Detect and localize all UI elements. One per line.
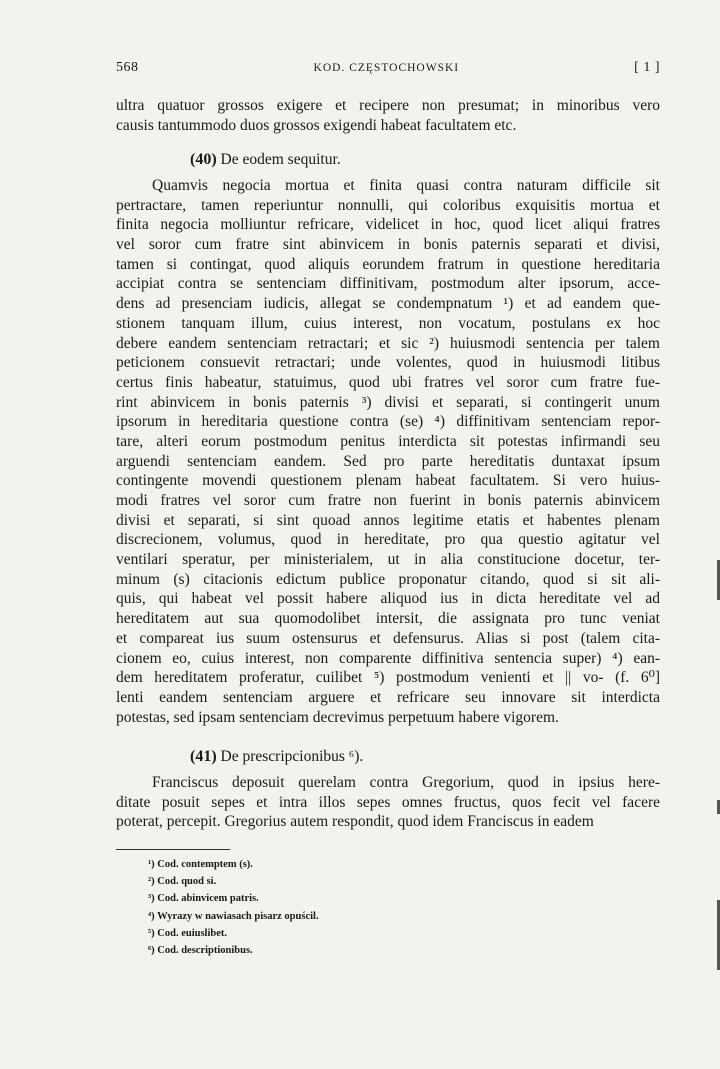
text-line: hereditatem aut sua quomodolibet intersit, die assignata pro tunc veniat — [116, 610, 660, 628]
text-line: quis, qui habeat vel possit habere aliquod ius in dicta hereditate vel ad — [116, 590, 660, 608]
page-header — [116, 56, 660, 80]
text-line: ventilari speratur, per ministerialem, ut in alia constitucione docetur, ter- — [116, 551, 660, 569]
section-40-body — [116, 176, 660, 727]
text-line: debere eandem sentenciam retractari; et sic ²) huiusmodi sentencia per talem — [116, 334, 660, 352]
text-line: potestas, sed ipsam sentenciam decrevimus perpetuum habere vigorem. — [116, 708, 559, 726]
section-title: De eodem sequitur. — [220, 151, 341, 168]
text-line: tamen si contingat, quod aliquis eorundem fratrum in questione hereditaria — [116, 255, 660, 273]
text-line: et compareat ius suum ostensurus et defensurus. Alias si post (talem cita- — [116, 629, 660, 647]
text-line: dens ad presenciam iudicis, allegat se condempnatum ¹) et ad eandem que- — [116, 295, 660, 313]
text-line: modi fratres vel soror cum fratre non fuerint in bonis paternis abinvicem — [116, 492, 660, 509]
section-41-body — [116, 773, 660, 832]
text-line: arguendi sentenciam eandem. Sed pro parte hereditatis duntaxat ipsum — [116, 452, 660, 470]
section-40-heading — [190, 151, 341, 169]
text-line: certus finis habeatur, statuimus, quod ubi fratres vel soror cum fratre fue- — [116, 373, 660, 391]
text-line: discrecionem, volumus, quod in hereditate, pro qua questio agitatur vel — [116, 531, 660, 549]
text-line: minum (s) citacionis edictum publice proponatur citando, quod si sit ali- — [116, 570, 660, 588]
text-line: ditate posuit sepes et intra illos sepes omnes fructus, quos fecit vel facere — [116, 793, 660, 811]
text-line: rint abinvicem in bonis paternis ³) divisi et separati, si contingerit unum — [116, 393, 660, 411]
text-line: poterat, percepit. Gregorius autem respondit, quod idem Franciscus in eadem — [116, 813, 594, 831]
page-number: 568 — [116, 60, 139, 75]
running-title: KOD. CZĘSTOCHOWSKI — [313, 62, 460, 74]
footnote: ³) Cod. abinvicem patris. — [148, 893, 259, 905]
footnote: ¹) Cod. contemptem (s). — [148, 859, 253, 870]
text-line: cionem eo, cuius interest, non comparente diffinitiva sentencia super) ⁴) ean- — [116, 649, 660, 667]
footnote: ⁶) Cod. descriptionibus. — [148, 945, 253, 957]
footnote: ²) Cod. quod si. — [148, 876, 217, 888]
text-line: contingente movendi questionem plenam habeat facultatem. Si vero huius- — [116, 472, 660, 490]
text-line: divisi et separati, si sint quoad annos legitime etatis et habentes plenam — [116, 511, 660, 529]
section-title: De prescripcionibus ⁶). — [220, 748, 364, 765]
footnote: ⁴) Wyrazy w nawiasach pisarz opuścil. — [148, 910, 319, 922]
section-41-heading — [190, 748, 363, 766]
footnote-divider — [116, 849, 230, 850]
text-line: vel soror cum fratre sint abinvicem in bonis paternis separati et divisi, — [116, 236, 660, 254]
text-line: Quamvis negocia mortua et finita quasi contra naturam difficile sit — [152, 177, 660, 194]
text-line: ipsorum in hereditaria questione contra (se) ⁴) diffinitivam sentenciam repor- — [116, 413, 660, 431]
text-line: pertractare, tamen reperiuntur nonnulli, qui coloribus exquisitis mortua et — [116, 196, 660, 214]
section-number: (40) — [190, 151, 217, 168]
text-line: dem hereditatem proferatur, cuilibet ⁵) postmodum venienti et || vo- (f. 6⁰] — [116, 669, 660, 687]
text-line: tare, alteri eorum postmodum penitus interdicta sit potestas infirmandi seu — [116, 432, 660, 450]
intro-paragraph — [116, 96, 660, 135]
text-line: peticionem consuevit retractari; unde volentes, quod in huiusmodi litibus — [116, 354, 660, 372]
footnote: ⁵) Cod. euiuslibet. — [148, 927, 227, 939]
text-line: lenti eandem sentenciam arguere et refricare seu innovare sit interdicta — [116, 688, 660, 706]
section-number: (41) — [190, 748, 217, 765]
text-line: causis tantummodo duos grossos exigendi habeat facultatem etc. — [116, 116, 517, 134]
text-line: Franciscus deposuit querelam contra Gregorium, quod in ipsius here- — [152, 774, 660, 791]
text-line: stionem tanquam illum, cuius interest, non vocatum, postulans ex hoc — [116, 314, 660, 332]
text-line: finita negocia molliuntur refricare, videlicet in hoc, quod licet aliqui fratres — [116, 216, 660, 234]
footnotes — [148, 856, 319, 959]
text-line: ultra quatuor grossos exigere et recipere non presumat; in minoribus vero — [116, 97, 660, 114]
bracket-mark: [ 1 ] — [634, 60, 660, 75]
text-line: accipiat contra se sentenciam diffinitivam, postmodum alter ipsorum, acce- — [116, 275, 660, 293]
